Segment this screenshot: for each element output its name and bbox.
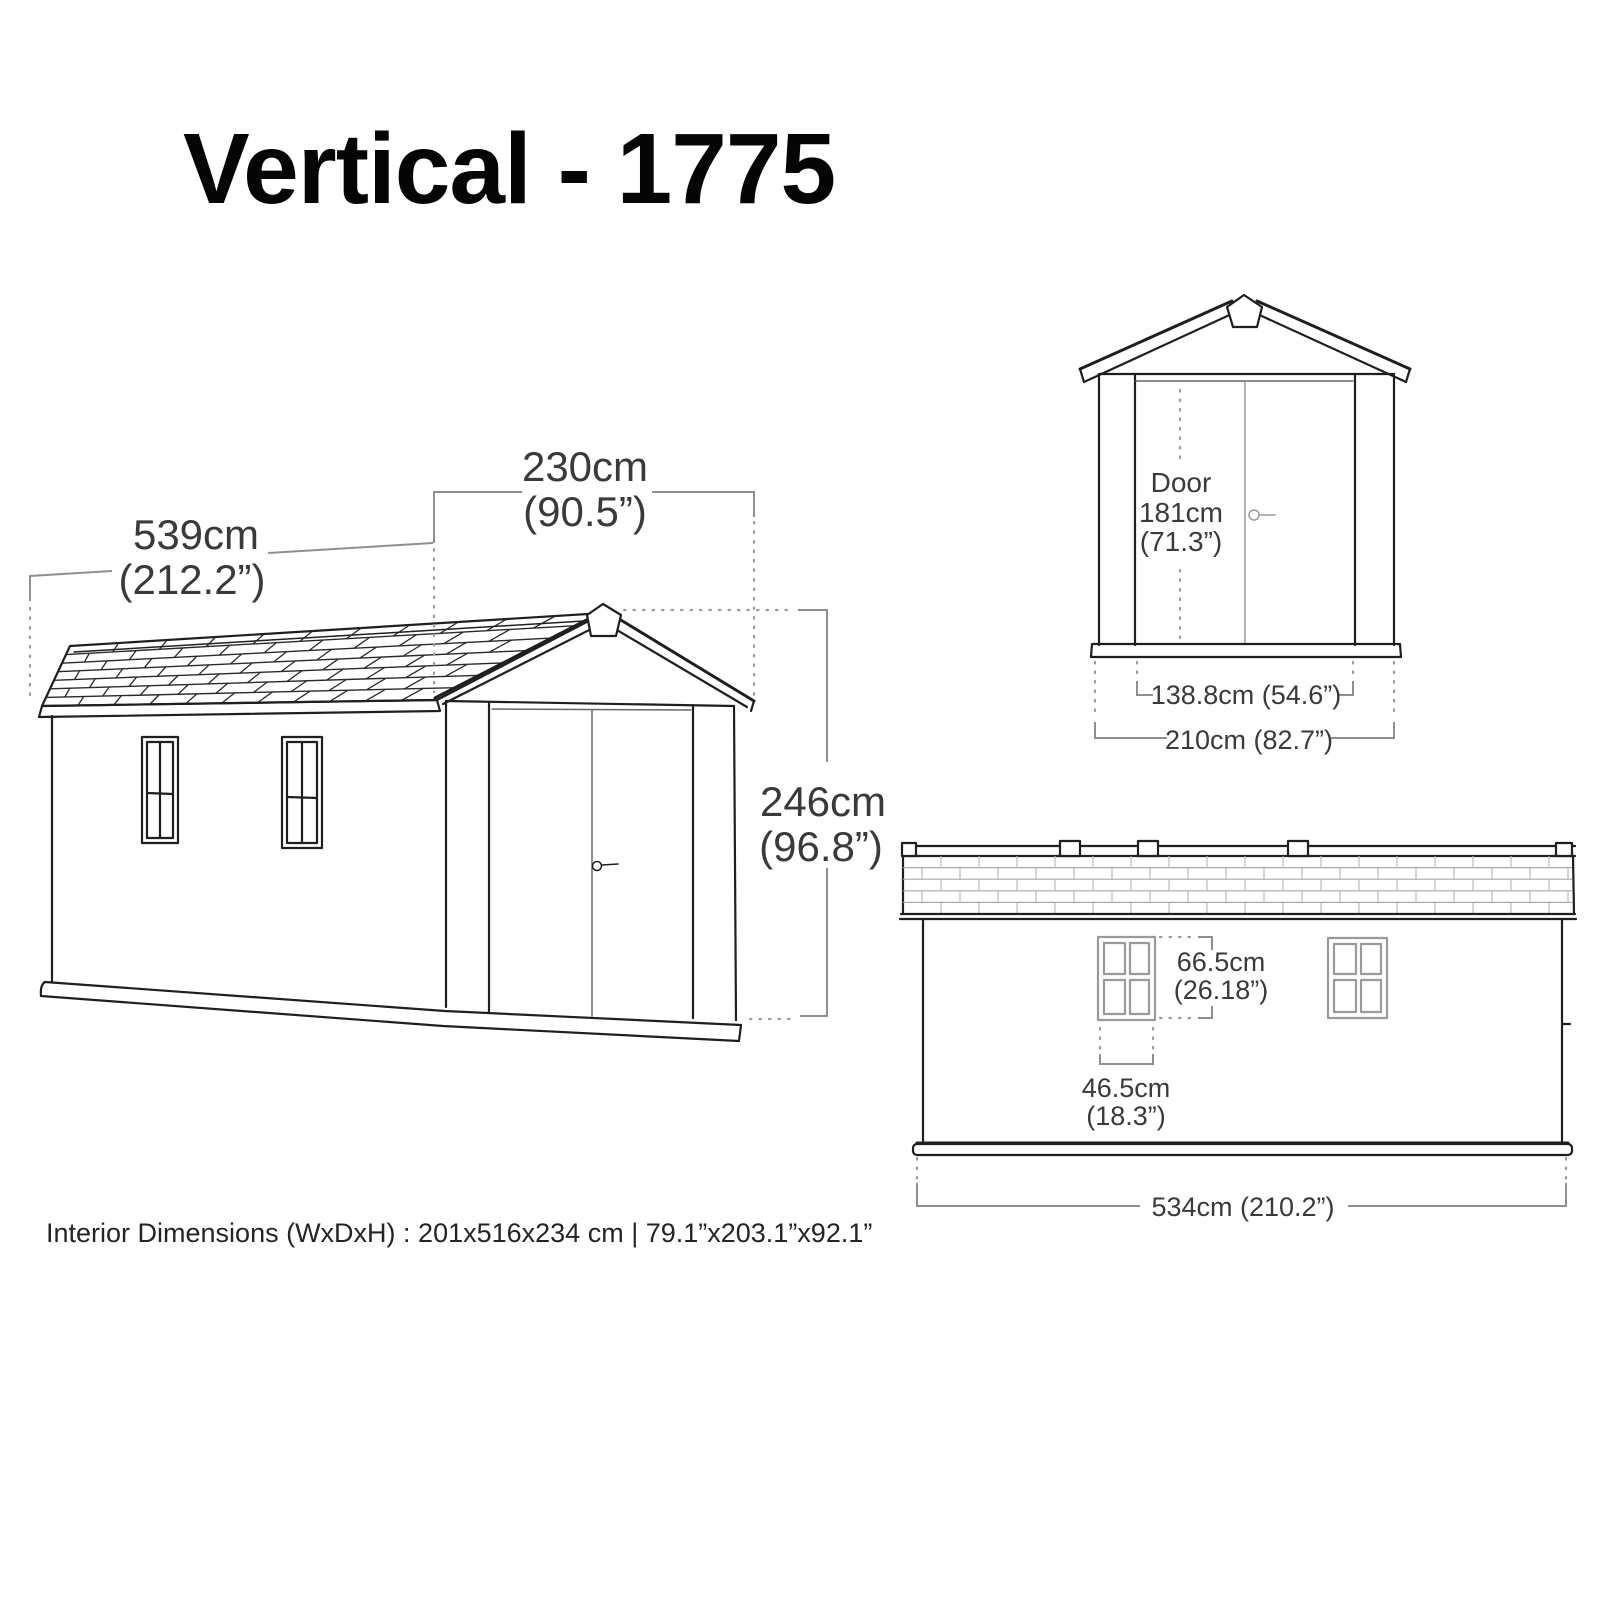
gable-left-beam-inner xyxy=(443,620,609,704)
door-label: Door xyxy=(1150,467,1212,498)
window-height-bottom-bracket xyxy=(1198,1006,1212,1018)
page-title: Vertical - 1775 xyxy=(183,113,836,225)
front-view xyxy=(1080,295,1410,755)
roof-ridge-cap xyxy=(74,620,600,652)
front-roof-left-cap xyxy=(1080,369,1084,382)
side-window-right xyxy=(282,737,322,848)
front-overall-width-dimension: 210cm (82.7”) xyxy=(1164,725,1334,755)
window-height-cm: 66.5cm xyxy=(1176,947,1266,977)
roof-brick-pattern xyxy=(903,856,1572,914)
interior-dimensions-note: Interior Dimensions (WxDxH) : 201x516x234 cm | 79.1”x203.1”x92.1” xyxy=(46,1218,873,1248)
depth-dim-leader xyxy=(268,543,433,553)
side-length-dimension: 534cm (210.2”) xyxy=(1151,1192,1335,1222)
front-roof-right-beam-inner xyxy=(1253,312,1406,382)
height-dimension-cm: 246cm xyxy=(759,778,887,825)
door-handle-stem xyxy=(602,864,618,865)
window-width-cm: 46.5cm xyxy=(1081,1073,1171,1103)
side-view xyxy=(900,841,1576,1222)
length-right-bracket xyxy=(1348,1183,1566,1206)
front-roof-left-beam xyxy=(1080,301,1232,369)
apex-cap xyxy=(587,604,621,636)
length-left-bracket xyxy=(917,1183,1140,1206)
side-roof-clip-2 xyxy=(1138,841,1158,856)
side-roof-clip-3 xyxy=(1288,841,1308,856)
window-width-inch: (18.3”) xyxy=(1086,1101,1166,1131)
front-right-post-outer xyxy=(734,706,736,1020)
width-dimension-cm: 230cm xyxy=(521,443,649,490)
window-width-bracket xyxy=(1100,1054,1153,1064)
eave-fascia xyxy=(39,700,440,717)
height-dimension-inch: (96.8”) xyxy=(759,823,883,870)
side-view-window-left xyxy=(1098,937,1155,1020)
side-base-plate xyxy=(913,1144,1572,1155)
side-view-window-right xyxy=(1328,938,1387,1018)
door-handle xyxy=(593,862,602,871)
width-dim-left-bracket xyxy=(434,492,522,543)
width-dim-right-bracket xyxy=(652,492,754,517)
front-roof-right-cap xyxy=(1406,369,1410,382)
front-door-handle xyxy=(1249,510,1259,520)
window-height-inch: (26.18”) xyxy=(1173,975,1269,1005)
side-rail-right-tab xyxy=(1556,843,1572,856)
door-height-cm: 181cm xyxy=(1138,497,1224,528)
base-rim-bottom xyxy=(41,982,741,1041)
depth-dimension-inch: (212.2”) xyxy=(118,556,266,603)
perspective-view xyxy=(30,443,886,1041)
front-roof-left-beam-inner xyxy=(1084,312,1236,382)
side-window-left xyxy=(142,737,178,843)
gable-right-beam xyxy=(606,611,754,701)
door-width-dimension: 138.8cm (54.6”) xyxy=(1150,680,1342,710)
door-height-inch: (71.3”) xyxy=(1139,526,1223,557)
front-overall-right-bracket xyxy=(1331,722,1394,738)
gable-right-beam-inner xyxy=(600,620,747,707)
height-dim-bottom-bracket xyxy=(800,868,827,1016)
width-dimension-inch: (90.5”) xyxy=(523,488,647,535)
side-rail-left-tab xyxy=(902,843,916,856)
gable-right-beam-tip xyxy=(751,701,754,711)
depth-dim-left-bracket xyxy=(30,571,112,601)
roof-shingles xyxy=(46,616,580,705)
side-roof-clip-1 xyxy=(1060,841,1080,856)
front-roof-right-beam xyxy=(1257,301,1410,369)
height-dim-top-bracket xyxy=(798,610,827,762)
gable-left-beam xyxy=(435,611,604,698)
front-overall-left-bracket xyxy=(1095,722,1167,738)
depth-dimension-cm: 539cm xyxy=(132,511,260,558)
